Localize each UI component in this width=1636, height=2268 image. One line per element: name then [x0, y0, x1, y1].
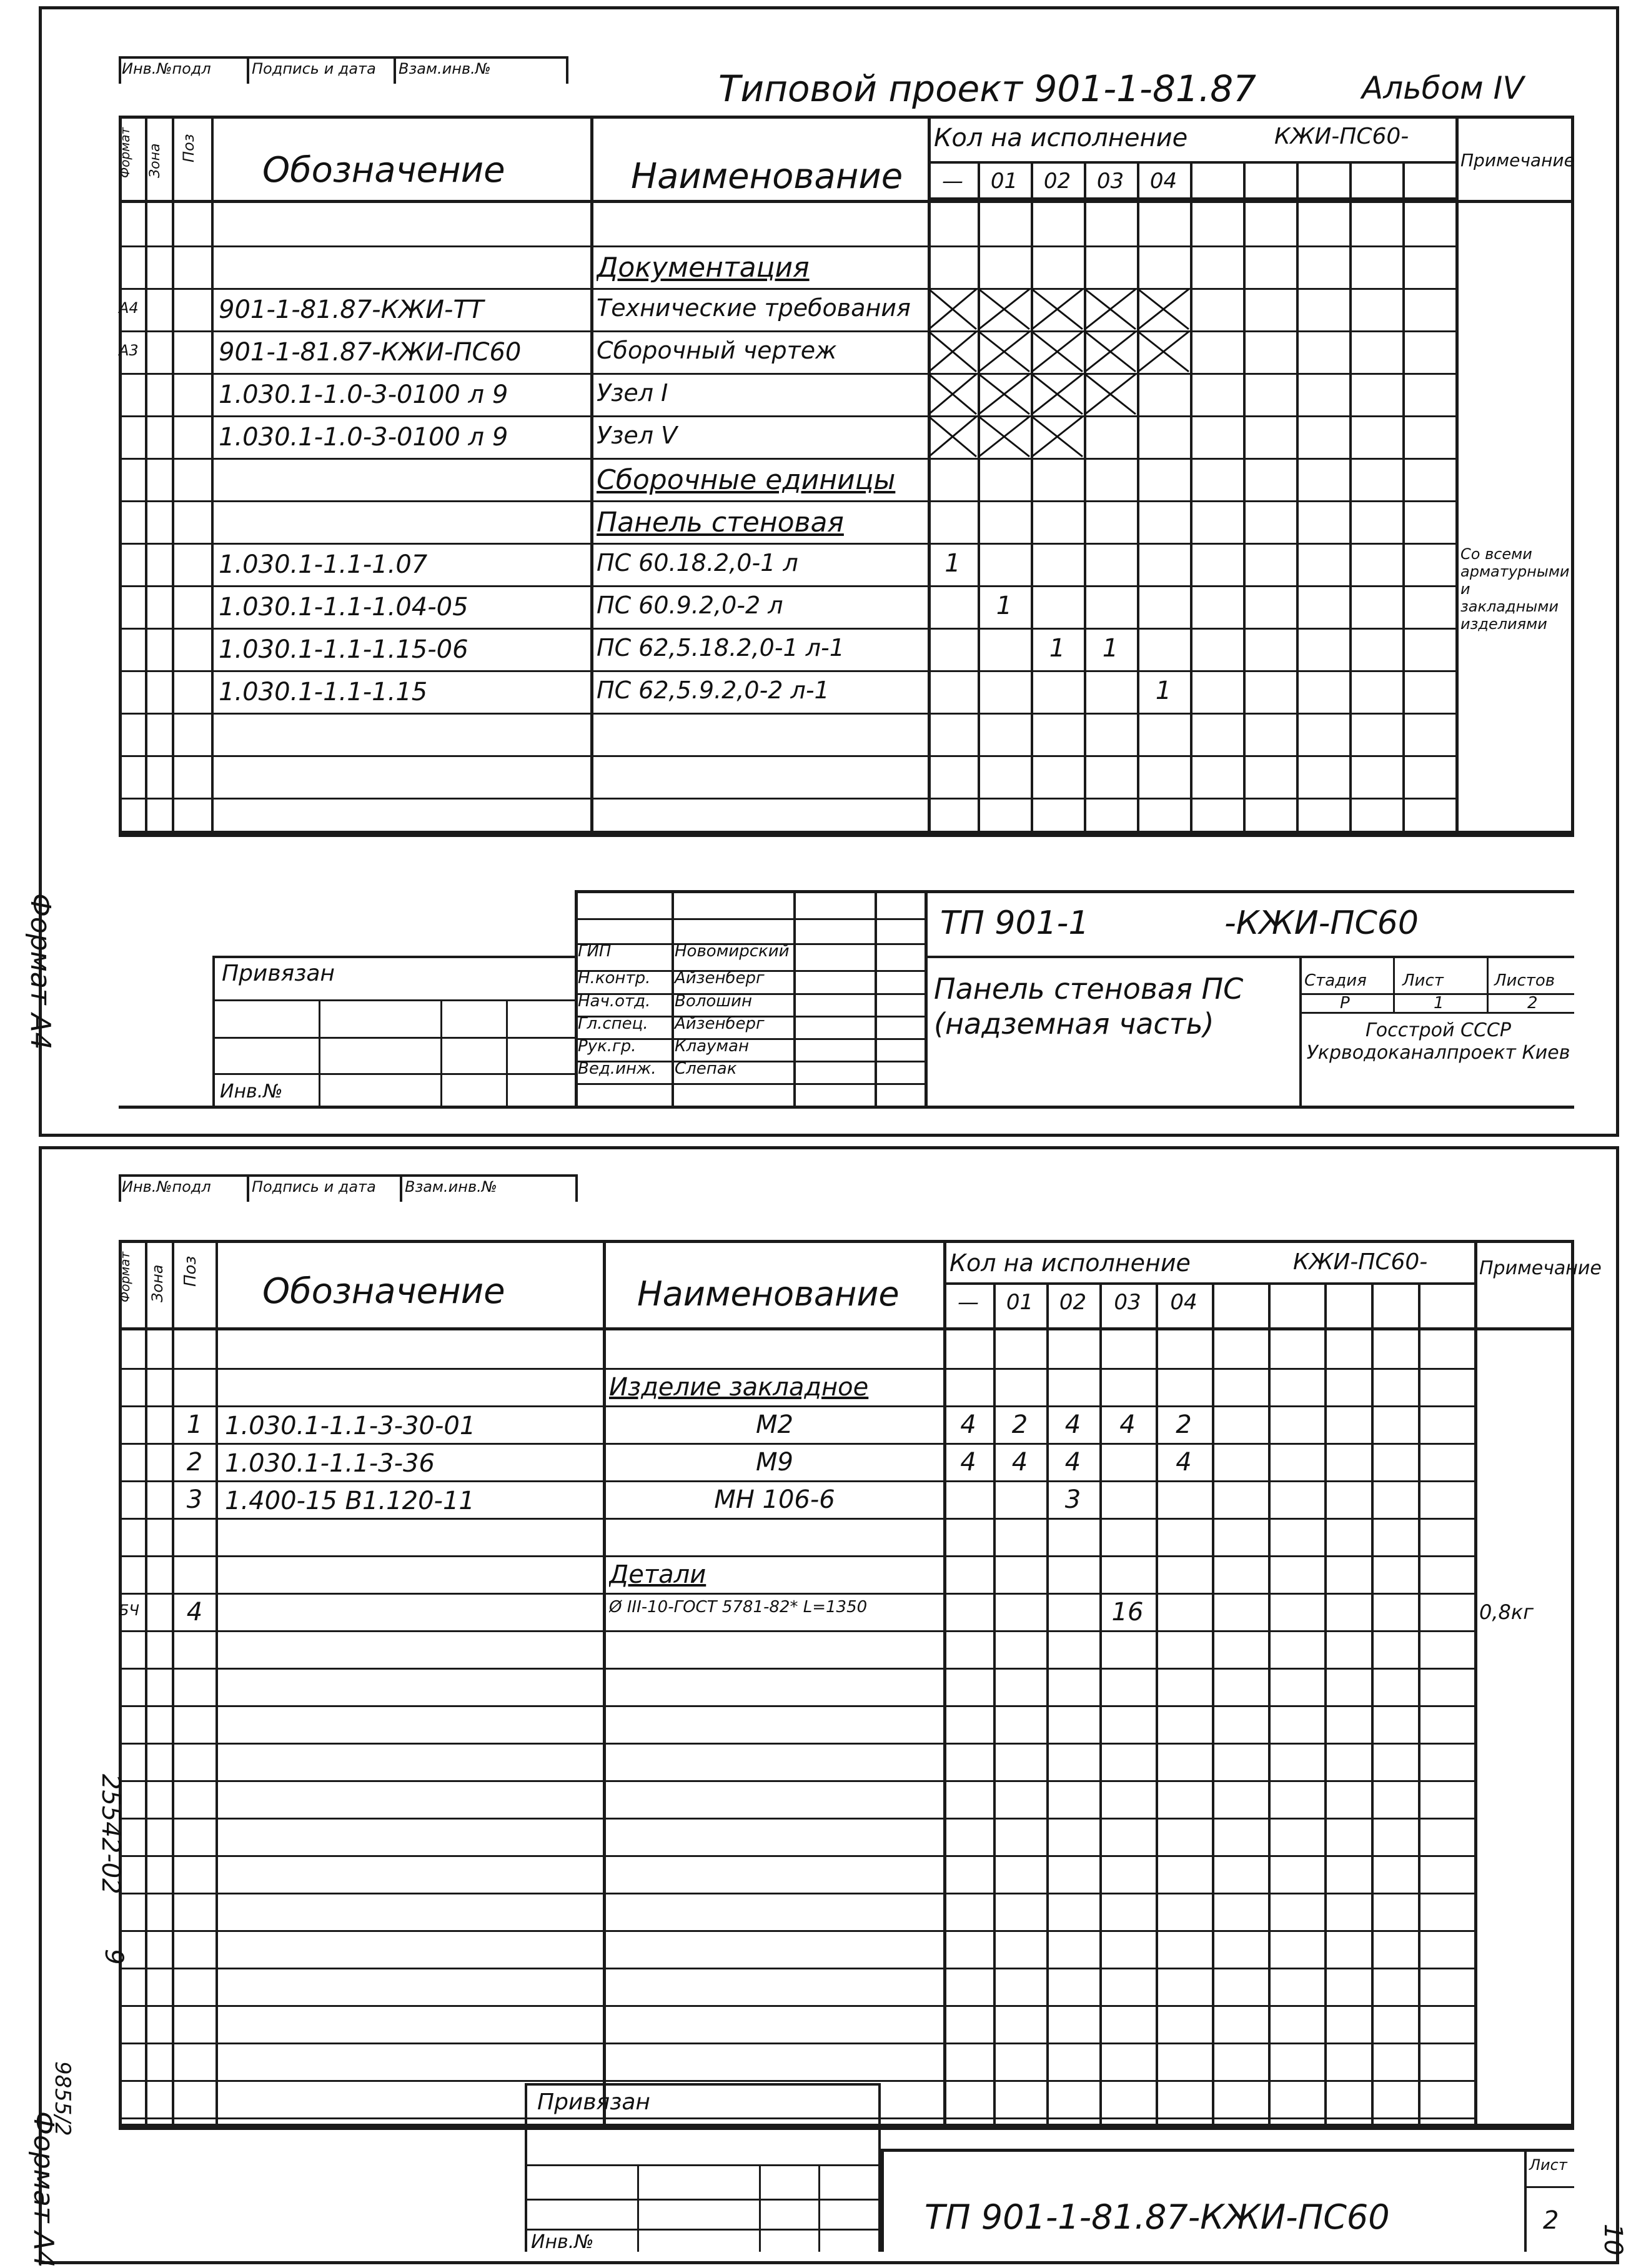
sheet2-side-code2: 9855/2 [50, 2061, 75, 2136]
sheet1-row-designation: 901-1-81.87-КЖИ-ТТ [219, 295, 484, 324]
sheet2-qty-value: 16 [1111, 1598, 1144, 1627]
sheet1-signature-role: Вед.инж. [578, 1059, 657, 1078]
sheet2-col-pos: Поз [181, 1255, 200, 1287]
sheet1-row-line [119, 713, 1455, 715]
sheet1-row-name: Сборочные единицы [597, 464, 896, 496]
sheet1-sheet-label: Лист [1402, 971, 1444, 990]
sheet1-row-line [119, 628, 1455, 630]
sheet1-col-name: Наименование [631, 156, 903, 197]
sheet1-cross-mark [928, 330, 978, 373]
sheet2-qty-value: 4 [1064, 1410, 1081, 1439]
sheet2-row-format: БЧ [119, 1602, 139, 1619]
sheet1-qty-value: 1 [1155, 676, 1172, 705]
sheet1-col-note: Примечание [1460, 150, 1575, 171]
sheet1-row-designation: 1.030.1-1.1-1.07 [219, 550, 428, 579]
sheet2-qty-value: 2 [1011, 1410, 1028, 1439]
sheet2-row-line [119, 1555, 1474, 1557]
sheet1-row-line [119, 755, 1455, 757]
sheet1-cross-mark [928, 415, 978, 458]
sheet2-row-line [119, 1743, 1474, 1745]
sheet2-col-note: Примечание [1479, 1257, 1602, 1279]
sheet2-row-line [119, 1855, 1474, 1857]
sheet2-row-line [119, 1780, 1474, 1782]
sheet2-row-line [119, 1518, 1474, 1520]
sheet1-variant-0: — [942, 169, 963, 194]
sheet1-code: ТП 901-1 [940, 904, 1089, 942]
sheet1-row-format: А3 [119, 342, 139, 359]
sheet1-row-line [119, 330, 1455, 332]
sheet1-header-replace: Взам.инв.№ [399, 60, 491, 77]
sheet2-code: ТП 901-1-81.87-КЖИ-ПС60 [925, 2197, 1390, 2237]
sheet2-row-name: Детали [609, 1560, 706, 1589]
sheet2-row-line [119, 1705, 1474, 1707]
sheet1-stage: Р [1340, 994, 1350, 1013]
sheet2-row-line [119, 1630, 1474, 1632]
sheet1-col-designation: Обозначение [262, 150, 505, 191]
sheet1-cross-mark [978, 415, 1031, 458]
sheet1-row-line [119, 415, 1455, 417]
sheet1-col-variant: КЖИ-ПС60- [1274, 124, 1409, 149]
sheet2-row-pos: 3 [186, 1485, 203, 1514]
sheet2-variant-0: — [958, 1290, 979, 1315]
sheet1-col-qty: Кол на исполнение [934, 124, 1188, 152]
sheet1-row-name: ПС 62,5.18.2,0-1 л-1 [597, 634, 845, 661]
sheet1-row-name: Сборочный чертеж [597, 337, 837, 364]
sheet2-col-designation: Обозначение [262, 1271, 505, 1312]
sheet1-sheets: 2 [1527, 994, 1538, 1013]
sheet2-side-num: 9 [99, 1949, 128, 1965]
sheet1-sheets-label: Листов [1494, 971, 1555, 990]
sheet1-row-line [119, 670, 1455, 672]
sheet2-header-replace: Взам.инв.№ [405, 1178, 497, 1196]
sheet1-cross-mark [978, 288, 1031, 330]
sheet1-cross-mark [1031, 373, 1084, 415]
sheet2-variant-2: 02 [1059, 1290, 1087, 1315]
sheet1-cross-mark [1031, 288, 1084, 330]
sheet2-row-line [119, 1368, 1474, 1370]
sheet1-variant-3: 03 [1096, 169, 1124, 194]
sheet1-row-note: Со всеми арматурными и закладными изделиями [1460, 545, 1570, 633]
sheet2-qty-value: 2 [1176, 1410, 1192, 1439]
sheet2-row-name: Изделие закладное [609, 1373, 869, 1402]
sheet1-side-format: Формат А4 [24, 893, 56, 1050]
sheet1-qty-value: 1 [944, 549, 961, 578]
sheet1-col-zone: Зона [147, 143, 163, 178]
sheet1-cross-mark [1084, 330, 1137, 373]
sheet1-row-designation: 1.030.1-1.1-1.15 [219, 678, 428, 706]
sheet1-variant-2: 02 [1043, 169, 1071, 194]
sheet2-row-line [119, 1480, 1474, 1482]
sheet2-col-zone: Зона [149, 1264, 166, 1302]
sheet1-cross-mark [1084, 373, 1137, 415]
sheet2-row-line [119, 1405, 1474, 1407]
sheet1-row-line [119, 543, 1455, 545]
sheet1-row-line [119, 458, 1455, 460]
sheet1-header-sign: Подпись и дата [252, 60, 376, 77]
sheet1-signer-name: Волошин [675, 992, 752, 1011]
sheet1-header-inv: Инв.№подл [122, 60, 211, 77]
sheet2-qty-value: 4 [960, 1448, 976, 1477]
sheet2-row-name: М2 [756, 1410, 793, 1439]
sheet1-row-name: Узел I [597, 379, 668, 407]
sheet2-row-designation: 1.030.1-1.1-3-36 [225, 1449, 435, 1478]
sheet1-row-line [119, 373, 1455, 375]
sheet1-code-suffix: -КЖИ-ПС60 [1224, 904, 1419, 942]
sheet2-row-name: Ø III-10-ГОСТ 5781-82* L=1350 [609, 1598, 868, 1617]
sheet1-cross-mark [1137, 330, 1190, 373]
sheet1-doc-title: Панель стеновая ПС (надземная часть) [934, 972, 1244, 1041]
sheet1-variant-4: 04 [1149, 169, 1177, 194]
sheet2-row-designation: 1.030.1-1.1-3-30-01 [225, 1412, 476, 1440]
sheet2-qty-value: 3 [1064, 1485, 1081, 1514]
sheet2-qty-value: 4 [1064, 1448, 1081, 1477]
sheet1-signer-name: Новомирский [675, 942, 790, 961]
sheet1-cross-mark [1031, 415, 1084, 458]
sheet2-col-name: Наименование [637, 1274, 900, 1314]
sheet1-signature-role: Гл.спец. [578, 1014, 648, 1033]
sheet1-row-name: ПС 60.9.2,0-2 л [597, 592, 783, 619]
sheet1-row-line [119, 585, 1455, 587]
sheet2-row-line [119, 1818, 1474, 1820]
sheet2-page-number: 10 [1599, 2224, 1627, 2256]
sheet2-row-line [119, 2080, 1474, 2082]
sheet1-signature-role: Н.контр. [578, 969, 651, 988]
sheet2-qty-value: 4 [1011, 1448, 1028, 1477]
sheet1-row-name: ПС 60.18.2,0-1 л [597, 549, 798, 577]
sheet1-cross-mark [928, 288, 978, 330]
project-title: Типовой проект 901-1-81.87 [718, 67, 1256, 110]
sheet1-signer-name: Айзенберг [675, 1014, 765, 1033]
sheet1-signer-name: Айзенберг [675, 969, 765, 988]
sheet1-row-name: Технические требования [597, 294, 911, 322]
sheet2-qty-value: 4 [1176, 1448, 1192, 1477]
sheet1-variant-1: 01 [990, 169, 1018, 194]
sheet1-signature-role: Рук.гр. [578, 1037, 637, 1056]
sheet1-row-designation: 1.030.1-1.0-3-0100 л 9 [219, 380, 508, 409]
sheet1-signer-name: Слепак [675, 1059, 737, 1078]
sheet2-row-line [119, 2043, 1474, 2044]
sheet2-side-code: 25542-02 [96, 1774, 125, 1894]
sheet1-stage-label: Стадия [1304, 971, 1367, 990]
sheet1-row-name: Документация [597, 252, 810, 284]
sheet2-col-format: Формат [117, 1251, 132, 1302]
sheet1-sheet: 1 [1434, 994, 1444, 1013]
sheet1-qty-value: 1 [996, 592, 1013, 620]
sheet2-header-sign: Подпись и дата [252, 1178, 376, 1196]
sheet2-col-variant: КЖИ-ПС60- [1293, 1249, 1428, 1275]
sheet1-inv-label: Инв.№ [220, 1081, 283, 1102]
sheet2-row-note: 0,8кг [1479, 1600, 1534, 1624]
sheet2-row-pos: 1 [186, 1410, 203, 1439]
sheet2-row-line [119, 1930, 1474, 1932]
sheet2-row-line [119, 1968, 1474, 1969]
sheet1-row-name: Панель стеновая [597, 507, 844, 538]
sheet2-variant-4: 04 [1170, 1290, 1197, 1315]
sheet2-row-line [119, 1593, 1474, 1595]
sheet1-row-line [119, 798, 1455, 800]
sheet1-signer-name: Клауман [675, 1037, 749, 1056]
sheet1-binding-label: Привязан [222, 961, 335, 986]
sheet2-binding-label: Привязан [537, 2089, 650, 2115]
sheet2-sheet-label: Лист [1529, 2156, 1567, 2174]
sheet1-cross-mark [1137, 288, 1190, 330]
sheet1-qty-value: 1 [1049, 634, 1066, 663]
sheet1-col-pos: Поз [180, 134, 197, 162]
sheet2-row-line [119, 1893, 1474, 1894]
sheet1-row-designation: 901-1-81.87-КЖИ-ПС60 [219, 338, 522, 367]
sheet1-row-designation: 1.030.1-1.1-1.04-05 [219, 593, 468, 621]
sheet1-cross-mark [1084, 288, 1137, 330]
sheet2-variant-3: 03 [1114, 1290, 1141, 1315]
sheet1-signature-role: ГИП [578, 942, 612, 961]
sheet1-col-format: Формат [117, 127, 132, 178]
sheet2-qty-value: 4 [960, 1410, 976, 1439]
sheet2-row-name: МН 106-6 [714, 1485, 835, 1514]
sheet2-side-format: Формат А4 [27, 2111, 59, 2268]
sheet2-header-inv: Инв.№подл [122, 1178, 211, 1196]
sheet2-qty-value: 4 [1119, 1410, 1136, 1439]
sheet2-row-pos: 2 [186, 1448, 203, 1477]
sheet2-row-designation: 1.400-15 В1.120-11 [225, 1487, 475, 1515]
sheet1-org: Госстрой СССР Укрводоканалпроект Киев [1306, 1019, 1570, 1064]
sheet1-row-line [119, 500, 1455, 502]
sheet1-row-designation: 1.030.1-1.1-1.15-06 [219, 635, 468, 664]
sheet1-cross-mark [928, 373, 978, 415]
sheet2-variant-1: 01 [1006, 1290, 1034, 1315]
sheet1-qty-value: 1 [1102, 634, 1119, 663]
sheet1-cross-mark [978, 373, 1031, 415]
sheet1-row-name: ПС 62,5.9.2,0-2 л-1 [597, 676, 830, 704]
sheet2-row-line [119, 2005, 1474, 2007]
sheet2-row-line [119, 1443, 1474, 1445]
sheet2-row-name: М9 [756, 1448, 793, 1477]
sheet1-row-name: Узел V [597, 422, 678, 449]
sheet2-sheet-number: 2 [1543, 2206, 1559, 2235]
sheet1-row-format: А4 [119, 299, 139, 317]
album-label: Альбом IV [1362, 70, 1524, 106]
sheet2-row-pos: 4 [186, 1598, 203, 1627]
sheet1-row-line [119, 288, 1455, 290]
sheet1-row-line [119, 245, 1455, 247]
sheet2-inv-label: Инв.№ [531, 2231, 594, 2253]
sheet1-row-designation: 1.030.1-1.0-3-0100 л 9 [219, 423, 508, 452]
sheet1-cross-mark [1031, 330, 1084, 373]
sheet2-col-qty: Кол на исполнение [949, 1249, 1191, 1277]
sheet1-cross-mark [978, 330, 1031, 373]
sheet1-signature-role: Нач.отд. [578, 992, 651, 1011]
sheet2-row-line [119, 1668, 1474, 1670]
